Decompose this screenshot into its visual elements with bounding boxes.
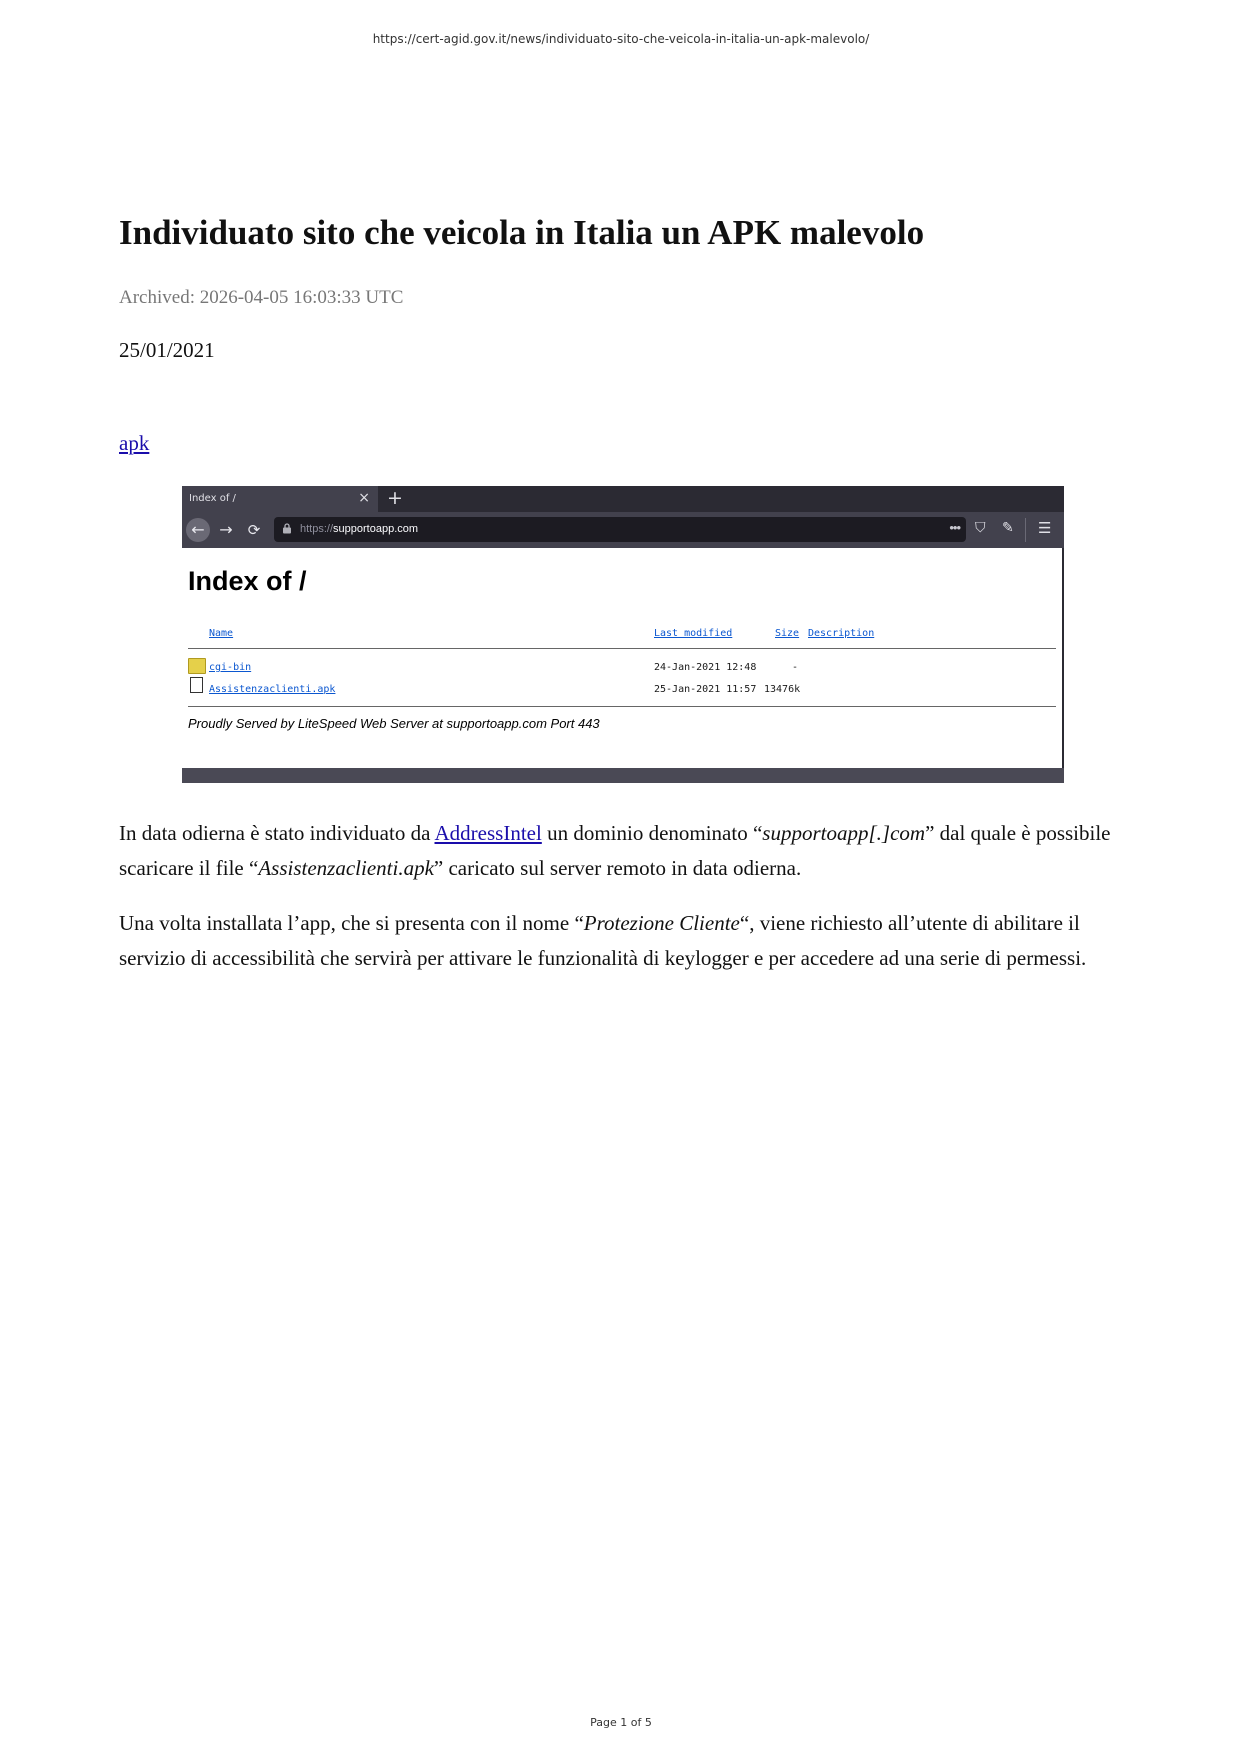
p1-text-4: ” caricato sul server remoto in data odierna. <box>433 856 802 880</box>
listing-row-size: 13476k <box>764 684 801 695</box>
listing-row-name: cgi-bin <box>209 662 252 673</box>
paragraph-2 <box>119 906 1129 976</box>
footer-rule <box>188 706 1056 707</box>
paragraph-1 <box>119 816 1129 886</box>
article-date: 25/01/2021 <box>119 338 215 362</box>
p2-text-2: “, viene richiesto all’utente di abilitare il servizio di accessibilità che servirà per attivare le funzionalità di keylogger e per accedere ad una serie di permessi. <box>119 911 1087 970</box>
shield-icon: ⛉ <box>975 520 986 536</box>
listing-row-size: - <box>792 662 799 673</box>
close-icon: × <box>358 490 370 506</box>
more-icon: ••• <box>949 520 960 535</box>
p1-text-2: un dominio denominato “ <box>541 821 763 845</box>
plus-icon: + <box>387 487 403 509</box>
column-last-modified: Last modified <box>654 628 733 639</box>
p1-text-1: In data odierna è stato individuato da <box>119 821 435 845</box>
p1-domain: supportoapp[.]com <box>762 821 926 845</box>
page-number: Page 1 of 5 <box>590 1716 652 1729</box>
toolbar-divider <box>1025 518 1026 542</box>
address-bar <box>274 517 966 542</box>
tracker-icon: ✎ <box>1002 520 1014 536</box>
column-description: Description <box>808 628 875 639</box>
folder-icon <box>188 658 206 674</box>
column-name: Name <box>209 628 234 639</box>
p2-app-name: Protezione Cliente <box>583 911 740 935</box>
column-size: Size <box>775 628 800 639</box>
p2-text-1: Una volta installata l’app, che si presenta con il nome “ <box>119 911 584 935</box>
address-bar-url <box>300 523 418 535</box>
browser-nav-bar <box>182 512 1064 548</box>
directory-listing <box>182 548 1064 768</box>
browser-bottom-bar <box>182 768 1064 783</box>
hamburger-menu-icon: ☰ <box>1038 519 1052 537</box>
tab-title: Index of / <box>189 493 236 504</box>
url-scheme: https:// <box>300 523 334 535</box>
browser-screenshot-image <box>182 486 1064 783</box>
url-host: supportoapp.com <box>333 523 419 535</box>
p1-filename: Assistenzaclienti.apk <box>258 856 434 880</box>
index-heading: Index of / <box>188 566 307 596</box>
listing-row-name: Assistenzaclienti.apk <box>209 684 336 695</box>
file-icon <box>190 677 203 693</box>
browser-tab-bar <box>182 486 1064 512</box>
header-rule <box>188 648 1056 649</box>
archived-timestamp: Archived: 2026-04-05 16:03:33 UTC <box>119 287 404 308</box>
listing-row-modified: 25-Jan-2021 11:57 <box>654 684 757 695</box>
server-signature: Proudly Served by LiteSpeed Web Server at supportoapp.com Port 443 <box>188 716 600 731</box>
article-title: Individuato sito che veicola in Italia un APK malevolo <box>119 213 925 252</box>
browser-tab <box>182 486 378 512</box>
p1-text-3: ” dal quale è possibile scaricare il file “ <box>119 821 1111 880</box>
reload-icon: ⟳ <box>247 521 261 539</box>
forward-arrow-icon: → <box>219 520 233 539</box>
back-arrow-icon: ← <box>186 518 210 542</box>
listing-row-modified: 24-Jan-2021 12:48 <box>654 662 757 673</box>
addressintel-link[interactable]: AddressIntel <box>434 821 542 845</box>
page-url-header: https://cert-agid.gov.it/news/individuato-sito-che-veicola-in-italia-un-apk-malevolo/ <box>372 32 870 46</box>
lock-icon <box>282 523 292 537</box>
tag-link-apk[interactable]: apk <box>119 431 150 455</box>
